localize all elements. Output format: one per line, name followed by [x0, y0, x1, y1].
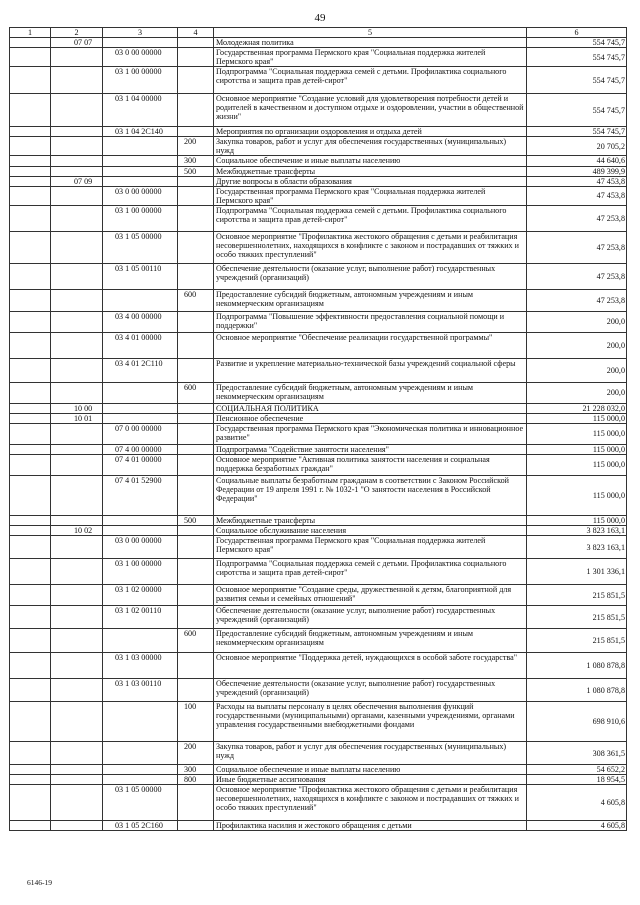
target-article-cell	[103, 775, 178, 785]
description-cell: Закупка товаров, работ и услуг для обеспечения государственных (муниципальных) нужд	[214, 742, 527, 765]
column-header: 6	[527, 28, 627, 38]
table-row	[10, 38, 627, 48]
table-row	[10, 382, 627, 403]
description-cell: Межбюджетные трансферты	[214, 515, 527, 525]
table-row	[10, 475, 627, 515]
section-cell	[10, 358, 51, 382]
subsection-code-cell	[51, 311, 103, 332]
table-row	[10, 536, 627, 559]
table-row	[10, 785, 627, 821]
amount-cell: 115 000,0	[527, 413, 627, 423]
description-cell: Основное мероприятие "Профилактика жестокого обращения с детьми и реабилитация несовершеннолетних, находящихся в конфликте с законом и пострадавших от тяжких и особо тяжких преступлений"	[214, 785, 527, 821]
section-cell	[10, 515, 51, 525]
subsection-code-cell	[51, 785, 103, 821]
table-row	[10, 526, 627, 536]
expense-type-cell: 600	[178, 289, 214, 311]
description-cell: Основное мероприятие "Создание среды, дружественной к детям, благоприятной для развития семьи и семейных отношений"	[214, 585, 527, 606]
expense-type-cell: 600	[178, 382, 214, 403]
description-cell: Подпрограмма "Повышение эффективности предоставления социальной помощи и поддержки"	[214, 311, 527, 332]
subsection-code-cell	[51, 67, 103, 94]
target-article-cell: 03 0 00 00000	[103, 536, 178, 559]
description-cell: Основное мероприятие "Создание условий для удовлетворения потребности детей и родителей в качественном и доступном отдыхе и оздоровлении, участии в общественной жизни"	[214, 94, 527, 127]
description-cell: Иные бюджетные ассигнования	[214, 775, 527, 785]
amount-cell: 4 605,8	[527, 821, 627, 831]
subsection-code-cell	[51, 454, 103, 475]
subsection-code-cell	[51, 765, 103, 775]
target-article-cell	[103, 413, 178, 423]
description-cell: Молодежная политика	[214, 38, 527, 48]
target-article-cell: 03 1 00 00000	[103, 559, 178, 585]
description-cell: Государственная программа Пермского края "Экономическая политика и инновационное развитие"	[214, 423, 527, 444]
amount-cell: 1 080 878,8	[527, 653, 627, 679]
description-cell: Межбюджетные трансферты	[214, 166, 527, 176]
table-row	[10, 702, 627, 742]
table-row	[10, 606, 627, 629]
expense-type-cell	[178, 423, 214, 444]
description-cell: Социальные выплаты безработным гражданам в соответствии с Законом Российской Федерации от 19 апреля 1991 г. № 1032-1 "О занятости населения в Российской Федерации"	[214, 475, 527, 515]
table-row	[10, 742, 627, 765]
column-header-row	[10, 28, 627, 38]
amount-cell: 698 910,6	[527, 702, 627, 742]
target-article-cell: 03 1 00 00000	[103, 67, 178, 94]
target-article-cell	[103, 765, 178, 775]
target-article-cell: 03 1 05 00000	[103, 785, 178, 821]
section-cell	[10, 444, 51, 454]
amount-cell: 200,0	[527, 332, 627, 358]
target-article-cell	[103, 742, 178, 765]
target-article-cell: 03 1 02 00110	[103, 606, 178, 629]
amount-cell: 554 745,7	[527, 127, 627, 137]
description-cell: Мероприятия по организации оздоровления и отдыха детей	[214, 127, 527, 137]
table-row	[10, 423, 627, 444]
section-cell	[10, 702, 51, 742]
amount-cell: 215 851,5	[527, 585, 627, 606]
subsection-code-cell	[51, 653, 103, 679]
amount-cell: 47 253,8	[527, 289, 627, 311]
amount-cell: 115 000,0	[527, 444, 627, 454]
expense-type-cell	[178, 176, 214, 186]
section-cell	[10, 423, 51, 444]
subsection-code-cell	[51, 94, 103, 127]
section-cell	[10, 775, 51, 785]
amount-cell: 115 000,0	[527, 423, 627, 444]
section-cell	[10, 156, 51, 166]
section-cell	[10, 137, 51, 156]
expense-type-cell	[178, 311, 214, 332]
target-article-cell	[103, 166, 178, 176]
table-row	[10, 775, 627, 785]
subsection-code-cell	[51, 821, 103, 831]
budget-table	[9, 27, 627, 831]
target-article-cell	[103, 156, 178, 166]
expense-type-cell	[178, 536, 214, 559]
subsection-code-cell	[51, 475, 103, 515]
target-article-cell: 07 0 00 00000	[103, 423, 178, 444]
expense-type-cell	[178, 821, 214, 831]
amount-cell: 115 000,0	[527, 454, 627, 475]
expense-type-cell	[178, 186, 214, 205]
column-header: 1	[10, 28, 51, 38]
description-cell: Подпрограмма "Социальная поддержка семей с детьми. Профилактика социального сиротства и защита прав детей-сирот"	[214, 559, 527, 585]
table-row	[10, 358, 627, 382]
subsection-code-cell: 10 01	[51, 413, 103, 423]
column-header: 2	[51, 28, 103, 38]
description-cell: Закупка товаров, работ и услуг для обеспечения государственных (муниципальных) нужд	[214, 137, 527, 156]
description-cell: Предоставление субсидий бюджетным, автономным учреждениям и иным некоммерческим организациям	[214, 629, 527, 653]
subsection-code-cell	[51, 559, 103, 585]
description-cell: Обеспечение деятельности (оказание услуг, выполнение работ) государственных учреждений (организаций)	[214, 263, 527, 289]
subsection-code-cell	[51, 166, 103, 176]
subsection-code-cell: 10 02	[51, 526, 103, 536]
section-cell	[10, 127, 51, 137]
amount-cell: 215 851,5	[527, 629, 627, 653]
target-article-cell: 03 0 00 00000	[103, 48, 178, 67]
section-cell	[10, 176, 51, 186]
amount-cell: 489 399,9	[527, 166, 627, 176]
description-cell: Профилактика насилия и жестокого обращения с детьми	[214, 821, 527, 831]
subsection-code-cell	[51, 775, 103, 785]
expense-type-cell	[178, 413, 214, 423]
target-article-cell: 03 0 00 00000	[103, 186, 178, 205]
table-row	[10, 765, 627, 775]
expense-type-cell	[178, 358, 214, 382]
target-article-cell: 07 4 01 52900	[103, 475, 178, 515]
subsection-code-cell: 07 07	[51, 38, 103, 48]
expense-type-cell	[178, 559, 214, 585]
target-article-cell	[103, 403, 178, 413]
description-cell: Социальное обеспечение и иные выплаты населению	[214, 156, 527, 166]
amount-cell: 47 453,8	[527, 186, 627, 205]
expense-type-cell	[178, 67, 214, 94]
table-row	[10, 679, 627, 702]
description-cell: Обеспечение деятельности (оказание услуг, выполнение работ) государственных учреждений (организаций)	[214, 606, 527, 629]
expense-type-cell	[178, 653, 214, 679]
table-row	[10, 585, 627, 606]
target-article-cell: 03 1 02 00000	[103, 585, 178, 606]
table-row	[10, 166, 627, 176]
section-cell	[10, 653, 51, 679]
subsection-code-cell	[51, 444, 103, 454]
subsection-code-cell	[51, 205, 103, 231]
target-article-cell: 03 1 04 00000	[103, 94, 178, 127]
subsection-code-cell	[51, 358, 103, 382]
expense-type-cell: 800	[178, 775, 214, 785]
section-cell	[10, 263, 51, 289]
amount-cell: 3 823 163,1	[527, 536, 627, 559]
amount-cell: 47 253,8	[527, 263, 627, 289]
description-cell: Государственная программа Пермского края "Социальная поддержка жителей Пермского края"	[214, 536, 527, 559]
amount-cell: 18 954,5	[527, 775, 627, 785]
table-row	[10, 559, 627, 585]
table-row	[10, 332, 627, 358]
section-cell	[10, 454, 51, 475]
amount-cell: 200,0	[527, 358, 627, 382]
table-row	[10, 653, 627, 679]
footer-document-code: 6146-19	[27, 878, 52, 887]
expense-type-cell	[178, 454, 214, 475]
section-cell	[10, 821, 51, 831]
table-row	[10, 176, 627, 186]
section-cell	[10, 606, 51, 629]
amount-cell: 308 361,5	[527, 742, 627, 765]
subsection-code-cell: 07 09	[51, 176, 103, 186]
section-cell	[10, 765, 51, 775]
section-cell	[10, 38, 51, 48]
description-cell: Развитие и укрепление материально-технической базы учреждений социальной сферы	[214, 358, 527, 382]
amount-cell: 554 745,7	[527, 67, 627, 94]
target-article-cell: 03 1 03 00110	[103, 679, 178, 702]
target-article-cell	[103, 176, 178, 186]
table-row	[10, 413, 627, 423]
table-row	[10, 156, 627, 166]
amount-cell: 215 851,5	[527, 606, 627, 629]
description-cell: Социальное обеспечение и иные выплаты населению	[214, 765, 527, 775]
expense-type-cell	[178, 48, 214, 67]
expense-type-cell: 100	[178, 702, 214, 742]
description-cell: Государственная программа Пермского края "Социальная поддержка жителей Пермского края"	[214, 48, 527, 67]
table-row	[10, 137, 627, 156]
amount-cell: 554 745,7	[527, 38, 627, 48]
amount-cell: 47 253,8	[527, 205, 627, 231]
section-cell	[10, 679, 51, 702]
target-article-cell	[103, 702, 178, 742]
description-cell: Обеспечение деятельности (оказание услуг, выполнение работ) государственных учреждений (организаций)	[214, 679, 527, 702]
description-cell: Подпрограмма "Содействие занятости населения"	[214, 444, 527, 454]
description-cell: Подпрограмма "Социальная поддержка семей с детьми. Профилактика социального сиротства и защита прав детей-сирот"	[214, 67, 527, 94]
target-article-cell	[103, 526, 178, 536]
table-row	[10, 231, 627, 263]
table-row	[10, 454, 627, 475]
target-article-cell	[103, 515, 178, 525]
expense-type-cell	[178, 231, 214, 263]
subsection-code-cell	[51, 127, 103, 137]
target-article-cell: 03 1 05 00110	[103, 263, 178, 289]
target-article-cell	[103, 137, 178, 156]
table-row	[10, 263, 627, 289]
section-cell	[10, 742, 51, 765]
table-row	[10, 186, 627, 205]
expense-type-cell	[178, 403, 214, 413]
subsection-code-cell	[51, 606, 103, 629]
subsection-code-cell: 10 00	[51, 403, 103, 413]
expense-type-cell	[178, 585, 214, 606]
target-article-cell: 03 1 03 00000	[103, 653, 178, 679]
target-article-cell: 03 4 00 00000	[103, 311, 178, 332]
subsection-code-cell	[51, 48, 103, 67]
expense-type-cell: 200	[178, 742, 214, 765]
amount-cell: 1 301 336,1	[527, 559, 627, 585]
subsection-code-cell	[51, 423, 103, 444]
expense-type-cell: 500	[178, 515, 214, 525]
expense-type-cell	[178, 38, 214, 48]
target-article-cell: 03 1 05 00000	[103, 231, 178, 263]
description-cell: Основное мероприятие "Обеспечение реализации государственной программы"	[214, 332, 527, 358]
expense-type-cell	[178, 94, 214, 127]
expense-type-cell	[178, 444, 214, 454]
expense-type-cell	[178, 205, 214, 231]
section-cell	[10, 48, 51, 67]
section-cell	[10, 231, 51, 263]
description-cell: Подпрограмма "Социальная поддержка семей с детьми. Профилактика социального сиротства и защита прав детей-сирот"	[214, 205, 527, 231]
amount-cell: 200,0	[527, 311, 627, 332]
section-cell	[10, 403, 51, 413]
amount-cell: 21 228 032,0	[527, 403, 627, 413]
target-article-cell: 03 4 01 00000	[103, 332, 178, 358]
table-row	[10, 515, 627, 525]
expense-type-cell	[178, 127, 214, 137]
section-cell	[10, 289, 51, 311]
amount-cell: 554 745,7	[527, 94, 627, 127]
table-row	[10, 94, 627, 127]
target-article-cell	[103, 629, 178, 653]
page-number: 49	[314, 12, 326, 24]
section-cell	[10, 536, 51, 559]
section-cell	[10, 166, 51, 176]
column-header: 3	[103, 28, 178, 38]
section-cell	[10, 475, 51, 515]
expense-type-cell	[178, 263, 214, 289]
section-cell	[10, 205, 51, 231]
subsection-code-cell	[51, 137, 103, 156]
expense-type-cell: 300	[178, 765, 214, 775]
section-cell	[10, 332, 51, 358]
expense-type-cell: 600	[178, 629, 214, 653]
expense-type-cell	[178, 785, 214, 821]
amount-cell: 47 253,8	[527, 231, 627, 263]
target-article-cell: 07 4 00 00000	[103, 444, 178, 454]
column-header: 4	[178, 28, 214, 38]
expense-type-cell: 200	[178, 137, 214, 156]
amount-cell: 20 705,2	[527, 137, 627, 156]
amount-cell: 554 745,7	[527, 48, 627, 67]
target-article-cell: 03 1 05 2С160	[103, 821, 178, 831]
amount-cell: 44 640,6	[527, 156, 627, 166]
target-article-cell: 03 4 01 2С110	[103, 358, 178, 382]
subsection-code-cell	[51, 156, 103, 166]
table-row	[10, 403, 627, 413]
column-header: 5	[214, 28, 527, 38]
amount-cell: 47 453,8	[527, 176, 627, 186]
description-cell: Основное мероприятие "Активная политика занятости населения и социальная поддержка безработных граждан"	[214, 454, 527, 475]
subsection-code-cell	[51, 536, 103, 559]
section-cell	[10, 785, 51, 821]
expense-type-cell: 500	[178, 166, 214, 176]
description-cell: Другие вопросы в области образования	[214, 176, 527, 186]
section-cell	[10, 585, 51, 606]
subsection-code-cell	[51, 263, 103, 289]
table-row	[10, 205, 627, 231]
target-article-cell: 03 1 00 00000	[103, 205, 178, 231]
target-article-cell	[103, 38, 178, 48]
section-cell	[10, 629, 51, 653]
section-cell	[10, 186, 51, 205]
amount-cell: 4 605,8	[527, 785, 627, 821]
subsection-code-cell	[51, 382, 103, 403]
amount-cell: 115 000,0	[527, 515, 627, 525]
section-cell	[10, 94, 51, 127]
subsection-code-cell	[51, 515, 103, 525]
expense-type-cell	[178, 332, 214, 358]
table-row	[10, 67, 627, 94]
description-cell: Предоставление субсидий бюджетным, автономным учреждениям и иным некоммерческим организациям	[214, 289, 527, 311]
subsection-code-cell	[51, 332, 103, 358]
description-cell: Основное мероприятие "Профилактика жестокого обращения с детьми и реабилитация несовершеннолетних, находящихся в конфликте с законом и пострадавших от тяжких и особо тяжких преступлений"	[214, 231, 527, 263]
subsection-code-cell	[51, 289, 103, 311]
subsection-code-cell	[51, 585, 103, 606]
subsection-code-cell	[51, 702, 103, 742]
description-cell: Пенсионное обеспечение	[214, 413, 527, 423]
target-article-cell	[103, 289, 178, 311]
subsection-code-cell	[51, 629, 103, 653]
table-row	[10, 289, 627, 311]
expense-type-cell: 300	[178, 156, 214, 166]
description-cell: Расходы на выплаты персоналу в целях обеспечения выполнения функций государственными (муниципальными) органами, казенными учреждениями, органами управления государственными внебюджетными фондами	[214, 702, 527, 742]
expense-type-cell	[178, 526, 214, 536]
amount-cell: 54 652,2	[527, 765, 627, 775]
amount-cell: 115 000,0	[527, 475, 627, 515]
expense-type-cell	[178, 475, 214, 515]
expense-type-cell	[178, 606, 214, 629]
section-cell	[10, 382, 51, 403]
description-cell: Социальное обслуживание населения	[214, 526, 527, 536]
table-row	[10, 311, 627, 332]
section-cell	[10, 311, 51, 332]
section-cell	[10, 526, 51, 536]
amount-cell: 1 080 878,8	[527, 679, 627, 702]
section-cell	[10, 413, 51, 423]
subsection-code-cell	[51, 742, 103, 765]
description-cell: Предоставление субсидий бюджетным, автономным учреждениям и иным некоммерческим организациям	[214, 382, 527, 403]
description-cell: СОЦИАЛЬНАЯ ПОЛИТИКА	[214, 403, 527, 413]
description-cell: Основное мероприятие "Поддержка детей, нуждающихся в особой заботе государства"	[214, 653, 527, 679]
section-cell	[10, 559, 51, 585]
section-cell	[10, 67, 51, 94]
table-row	[10, 127, 627, 137]
subsection-code-cell	[51, 186, 103, 205]
table-row	[10, 444, 627, 454]
description-cell: Государственная программа Пермского края "Социальная поддержка жителей Пермского края"	[214, 186, 527, 205]
subsection-code-cell	[51, 231, 103, 263]
table-row	[10, 48, 627, 67]
amount-cell: 200,0	[527, 382, 627, 403]
target-article-cell: 07 4 01 00000	[103, 454, 178, 475]
table-row	[10, 629, 627, 653]
amount-cell: 3 823 163,1	[527, 526, 627, 536]
target-article-cell: 03 1 04 2С140	[103, 127, 178, 137]
table-row	[10, 821, 627, 831]
subsection-code-cell	[51, 679, 103, 702]
target-article-cell	[103, 382, 178, 403]
expense-type-cell	[178, 679, 214, 702]
